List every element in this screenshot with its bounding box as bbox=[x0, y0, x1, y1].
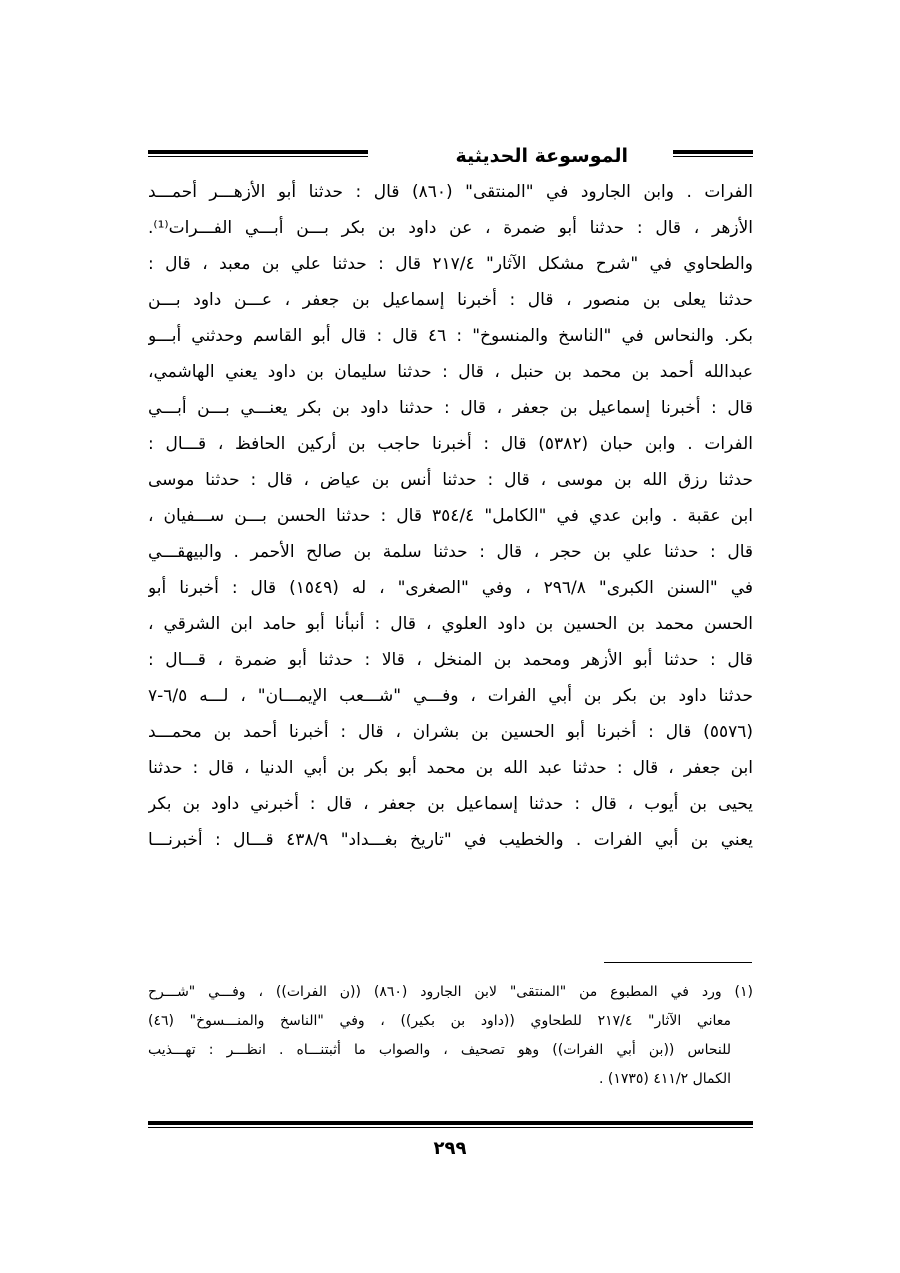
footnote-line: للنحاس ((بن أبي الفرات)) وهو تصحيف ، والصواب ما أثبتنـــاه . انظـــر : تهـــذيب bbox=[148, 1042, 731, 1058]
text-line: قال : أخبرنا إسماعيل بن جعفر ، قال : حدثنا داود بن بكر يعنـــي بـــن أبـــي bbox=[148, 398, 753, 418]
text-line: والطحاوي في "شرح مشكل الآثار" ٢١٧/٤ قال : حدثنا علي بن معبد ، قال : bbox=[148, 254, 753, 274]
footer-rule bbox=[148, 1121, 753, 1128]
text-line: حدثنا رزق الله بن موسى ، قال : حدثنا أنس بن عياض ، قال : حدثنا موسى bbox=[148, 470, 753, 490]
text-line: الفرات . وابن حبان (٥٣٨٢) قال : أخبرنا حاجب بن أركين الحافظ ، قـــال : bbox=[148, 434, 753, 454]
text-line: حدثنا داود بن بكر بن أبي الفرات ، وفـــي "شـــعب الإيمـــان" ، لـــه ٦/٥-٧ bbox=[148, 686, 753, 706]
running-header bbox=[148, 142, 753, 170]
running-header-title: الموسوعة الحديثية bbox=[455, 145, 628, 167]
text-line: حدثنا يعلى بن منصور ، قال : أخبرنا إسماعيل بن جعفر ، عـــن داود بـــن bbox=[148, 290, 753, 310]
text-line: الأزهر ، قال : حدثنا أبو ضمرة ، عن داود بن بكر بـــن أبـــي الفـــرات⁽¹⁾. bbox=[148, 218, 753, 238]
main-text bbox=[148, 174, 753, 858]
footnote-separator bbox=[604, 962, 752, 963]
text-line: الفرات . وابن الجارود في "المنتقى" (٨٦٠) قال : حدثنا أبو الأزهـــر أحمـــد bbox=[148, 182, 753, 202]
text-line: (٥٥٧٦) قال : أخبرنا أبو الحسين بن بشران ، قال : أخبرنا أحمد بن محمـــد bbox=[148, 722, 753, 742]
footnote-line: الكمال ٤١١/٢ (١٧٣٥) . bbox=[598, 1071, 731, 1087]
text-line: قال : حدثنا علي بن حجر ، قال : حدثنا سلمة بن صالح الأحمر . والبيهقـــي bbox=[148, 542, 753, 562]
footnote-line: معاني الآثار" ٢١٧/٤ للطحاوي ((داود بن بكير)) ، وفي "الناسخ والمنـــسوخ" (٤٦) bbox=[148, 1013, 731, 1029]
text-line: بكر. والنحاس في "الناسخ والمنسوخ" : ٤٦ قال : قال أبو القاسم وحدثني أبـــو bbox=[148, 326, 753, 346]
text-line: الحسن محمد بن الحسين بن داود العلوي ، قال : أنبأنا أبو حامد ابن الشرقي ، bbox=[148, 614, 753, 634]
text-line: في "السنن الكبرى" ٢٩٦/٨ ، وفي "الصغرى" ، له (١٥٤٩) قال : أخبرنا أبو bbox=[148, 578, 753, 598]
header-rule-right bbox=[673, 150, 753, 157]
text-line: قال : حدثنا أبو الأزهر ومحمد بن المنخل ، قالا : حدثنا أبو ضمرة ، قـــال : bbox=[148, 650, 753, 670]
text-line: ابن عقبة . وابن عدي في "الكامل" ٣٥٤/٤ قال : حدثنا الحسن بـــن ســـفيان ، bbox=[148, 506, 753, 526]
page-number: ٢٩٩ bbox=[433, 1138, 467, 1159]
text-line: يعني بن أبي الفرات . والخطيب في "تاريخ بغـــداد" ٤٣٨/٩ قـــال : أخبرنـــا bbox=[148, 830, 753, 850]
text-line: عبدالله أحمد بن محمد بن حنبل ، قال : حدثنا سليمان بن داود يعني الهاشمي، bbox=[148, 362, 753, 382]
footnote-line: (١) ورد في المطبوع من "المنتقى" لابن الجارود (٨٦٠) ((ن الفرات)) ، وفـــي "شـــرح bbox=[148, 984, 753, 1000]
text-line: ابن جعفر ، قال : حدثنا عبد الله بن محمد أبو بكر بن أبي الدنيا ، قال : حدثنا bbox=[148, 758, 753, 778]
footnotes bbox=[148, 978, 753, 1094]
header-rule-left bbox=[148, 150, 368, 157]
text-line: يحيى بن أيوب ، قال : حدثنا إسماعيل بن جعفر ، قال : أخبرني داود بن بكر bbox=[148, 794, 753, 814]
